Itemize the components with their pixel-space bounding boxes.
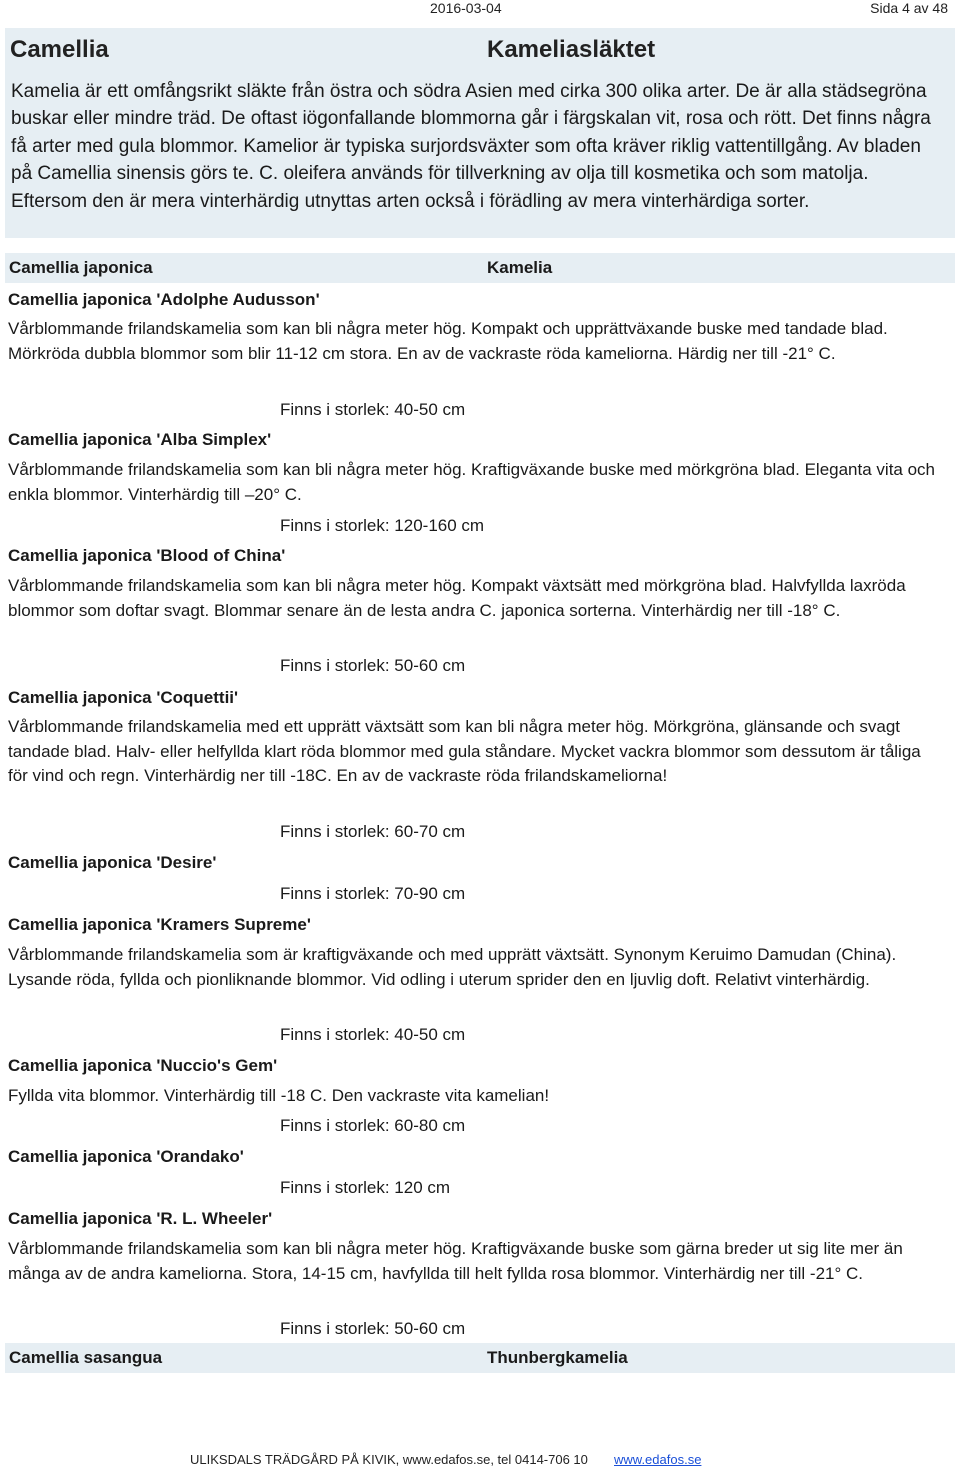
cultivar-size: Finns i storlek: 120 cm (280, 1178, 451, 1197)
cultivar-name: Camellia japonica 'Orandako' (8, 1147, 244, 1166)
cultivar-size: Finns i storlek: 60-70 cm (280, 822, 466, 841)
cultivar-size: Finns i storlek: 60-80 cm (280, 1116, 466, 1135)
page-number: Sida 4 av 48 (870, 0, 948, 16)
footer-text: ULIKSDALS TRÄDGÅRD PÅ KIVIK, www.edafos.se, tel 0414-706 10 (190, 1452, 588, 1467)
footer-website-link[interactable]: www.edafos.se (614, 1452, 702, 1467)
species-header (5, 1343, 955, 1373)
cultivar-size: Finns i storlek: 70-90 cm (280, 884, 466, 903)
cultivar-description: Vårblommande frilandskamelia som är kraftigväxande och med upprätt växtsätt. Synonym Keruimo Damudan (China). Lysande röda, fyllda och pionliknande blommor. Vid odling i uterum sprider den en ljuvlig doft. Relativt vinterhärdig. (8, 945, 897, 989)
species-swedish-name: Thunbergkamelia (487, 1348, 628, 1367)
species-swedish-name: Kamelia (487, 258, 553, 277)
cultivar-description: Vårblommande frilandskamelia som kan bli några meter hög. Kompakt och upprättväxande buske med tandade blad. Mörkröda dubbla blommor som blir 11-12 cm stora. En av de vackraste röda kameliorna. Härdig ner till -21° C. (8, 319, 888, 363)
cultivar-size: Finns i storlek: 50-60 cm (280, 656, 466, 675)
header-date: 2016-03-04 (430, 0, 502, 16)
genus-title: Camellia (10, 36, 109, 63)
cultivar-size: Finns i storlek: 120-160 cm (280, 516, 485, 535)
species-header (5, 253, 955, 283)
cultivar-description: Vårblommande frilandskamelia som kan bli några meter hög. Kompakt växtsätt med mörkgröna blad. Halvfyllda laxröda blommor som doftar svagt. Blommar senare än de lesta andra C. japonica sorterna. Vinterhärdig ner till -18° C. (8, 576, 906, 620)
cultivar-size: Finns i storlek: 40-50 cm (280, 400, 466, 419)
cultivar-name: Camellia japonica 'Coquettii' (8, 688, 239, 707)
cultivar-name: Camellia japonica 'Nuccio's Gem' (8, 1056, 278, 1075)
cultivar-name: Camellia japonica 'Blood of China' (8, 546, 286, 565)
cultivar-description: Vårblommande frilandskamelia med ett upprätt växtsätt som kan bli några meter hög. Mörkgröna, glänsande och svagt tandade blad. Halv- eller helfyllda klart röda blommor med gula ståndare. Mycket vackra blommor som dessutom är tåliga för vind och regn. Vinterhärdig ner till -18C. En av de vackraste röda frilandskameliorna! (8, 717, 921, 786)
species-name: Camellia japonica (9, 258, 153, 277)
cultivar-description: Vårblommande frilandskamelia som kan bli några meter hög. Kraftigväxande buske som gärna breder ut sig lite mer än många av de andra kameliorna. Stora, 14-15 cm, havfyllda till helt fyllda rosa blommor. Vinterhärdig ner till -21° C. (8, 1239, 903, 1283)
cultivar-name: Camellia japonica 'R. L. Wheeler' (8, 1209, 273, 1228)
cultivar-size: Finns i storlek: 50-60 cm (280, 1319, 466, 1338)
genus-swedish-name: Kameliasläktet (487, 36, 656, 63)
cultivar-name: Camellia japonica 'Alba Simplex' (8, 430, 272, 449)
genus-description: Kamelia är ett omfångsrikt släkte från östra och södra Asien med cirka 300 olika arter. De är alla städsegröna buskar eller mindre träd. De oftast iögonfallande blommorna går i färgskalan vit, rosa och rött. Det finns några få arter med gula blommor. Kamelior är typiska surjordsväxter som ofta kräver riklig vattentillgång. Av bladen på Camellia sinensis görs te. C. oleifera används för tillverkning av olja till kosmetika och som matolja. Eftersom den är mera vinterhärdig utnyttas arten också i förädling av mera vinterhärdiga sorter. (11, 81, 931, 212)
cultivar-description: Fyllda vita blommor. Vinterhärdig till -18 C. Den vackraste vita kamelian! (8, 1086, 550, 1105)
cultivar-description: Vårblommande frilandskamelia som kan bli några meter hög. Kraftigväxande buske med mörkgröna blad. Eleganta vita och enkla blommor. Vinterhärdig till –20° C. (8, 460, 935, 504)
cultivar-name: Camellia japonica 'Kramers Supreme' (8, 915, 311, 934)
cultivar-size: Finns i storlek: 40-50 cm (280, 1025, 466, 1044)
cultivar-name: Camellia japonica 'Adolphe Audusson' (8, 290, 320, 309)
species-name: Camellia sasangua (9, 1348, 163, 1367)
cultivar-name: Camellia japonica 'Desire' (8, 853, 217, 872)
